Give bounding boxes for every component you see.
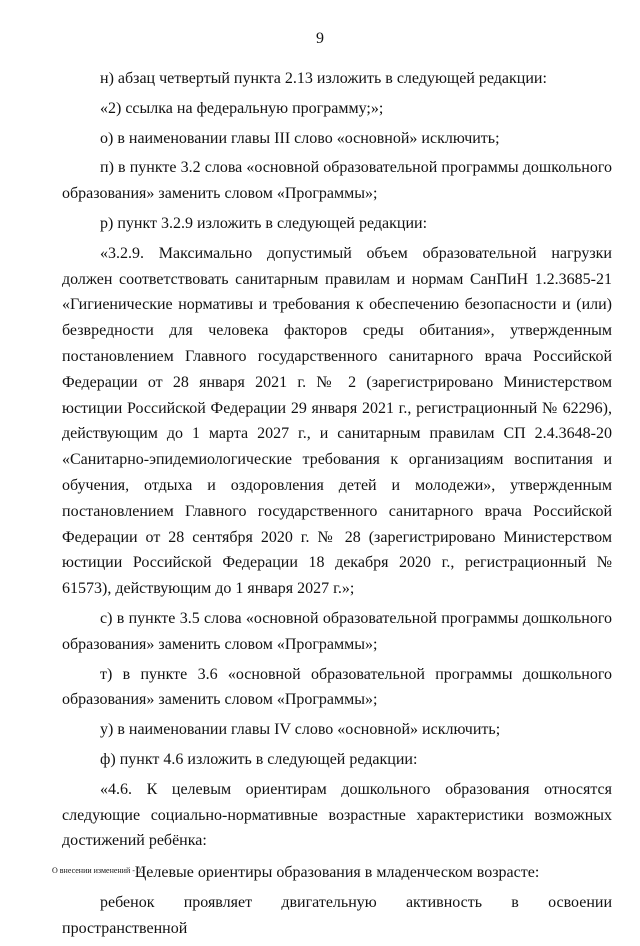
document-body xyxy=(62,66,612,946)
page-number: 9 xyxy=(316,30,324,47)
paragraph-t: т) в пункте 3.6 «основной образовательной программы дошкольного образования» заменить словом «Программы»; xyxy=(62,665,612,709)
paragraph-u: у) в наименовании главы IV слово «основной» исключить; xyxy=(100,721,501,739)
paragraph-quote-2: «2) ссылка на федеральную программу;»; xyxy=(100,99,384,117)
section-heading-infancy: Целевые ориентиры образования в младенческом возрасте: xyxy=(134,864,540,882)
paragraph-s: с) в пункте 3.5 слова «основной образовательной программы дошкольного образования» заменить словом «Программы»; xyxy=(62,609,612,653)
paragraph-p: п) в пункте 3.2 слова «основной образовательной программы дошкольного образования» заменить словом «Программы»; xyxy=(62,159,612,203)
paragraph-infancy-item: ребенок проявляет двигательную активность в освоении пространственной xyxy=(62,893,612,937)
footer-note: О внесении изменений - 03 xyxy=(52,866,145,875)
paragraph-4-6: «4.6. К целевым ориентирам дошкольного образования относятся следующие социально-нормативные возрастные характеристики возможных достижений ребёнка: xyxy=(62,780,612,850)
paragraph-3-2-9: «3.2.9. Максимально допустимый объем образовательной нагрузки должен соответствовать санитарным правилам и нормам СанПиН 1.2.3685-21 «Гигиенические нормативы и требования к обеспечению безопасности и (или) безвредности для человека факторов среды обитания», утвержденным постановлением Главного государственного санитарного врача Российской Федерации от 28 января 2021 г. № 2 (зарегистрировано Министерством юстиции Российской Федерации 29 января 2021 г., регистрационный № 62296), действующим до 1 марта 2027 г., и санитарным правилам СП 2.4.3648-20 «Санитарно-эпидемиологические требования к организациям воспитания и обучения, отдыха и оздоровления детей и молодежи», утвержденным постановлением Главного государственного санитарного врача Российской Федерации от 28 сентября 2020 г. № 28 (зарегистрировано Министерством юстиции Российской Федерации 18 декабря 2020 г., регистрационный № 61573), действующим до 1 января 2027 г.»; xyxy=(62,244,612,598)
paragraph-o: о) в наименовании главы III слово «основной» исключить; xyxy=(100,129,500,147)
paragraph-n: н) абзац четвертый пункта 2.13 изложить в следующей редакции: xyxy=(100,70,547,87)
paragraph-r: р) пункт 3.2.9 изложить в следующей редакции: xyxy=(100,214,428,232)
paragraph-f: ф) пункт 4.6 изложить в следующей редакции: xyxy=(100,750,418,768)
